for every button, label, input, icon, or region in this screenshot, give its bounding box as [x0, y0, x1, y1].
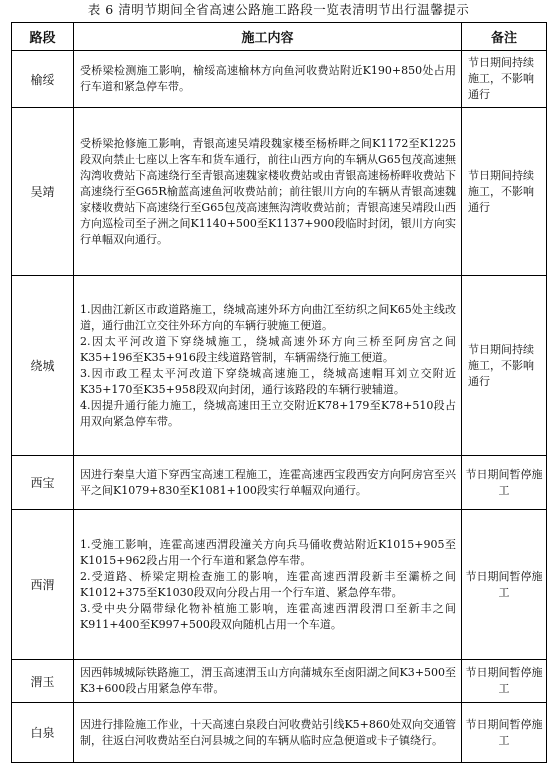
content-cell: [74, 660, 462, 703]
note-cell: 节日期间暂停施工: [462, 510, 547, 660]
table-row: [12, 456, 547, 510]
note-cell: 节日期间暂停施工: [462, 660, 547, 703]
note-cell: 节日期间持续施工，不影响通行: [462, 51, 547, 108]
table-row: [12, 108, 547, 276]
table-row: [12, 703, 547, 763]
content-paragraph: 3.因市政工程太平河改道下穿绕城高速施工，绕城高速帽耳刘立交附近K35+170至K35+958段双向封闭，通行该路段的车辆行驶辅道。: [80, 366, 456, 396]
content-paragraph: 因进行排险施工作业，十天高速白泉段白河收费站引线K5+860处双向交通管制，往返白河收费站至白河县城之间的车辆从临时应急便道或卡子镇绕行。: [80, 717, 456, 747]
note-cell: 节日期间暂停施工: [462, 703, 547, 763]
content-paragraph: 2.受道路、桥梁定期检查施工的影响，连霍高速西渭段新丰至灞桥之间K1012+375至K1030段双向分段占用一个行车道、紧急停车带。: [80, 569, 456, 599]
note-cell: 节日期间暂停施工: [462, 456, 547, 510]
header-content: 施工内容: [74, 23, 462, 51]
content-cell: [74, 456, 462, 510]
road-cell: 白泉: [12, 703, 74, 763]
table-row: [12, 510, 547, 660]
content-paragraph: 1.因曲江新区市政道路施工，绕城高速外环方向曲江至纺织之间K65处主线改道，通行曲江立交往外环方向的车辆行驶施工便道。: [80, 302, 456, 332]
content-cell: [74, 108, 462, 276]
content-paragraph: 2.因太平河改道下穿绕城施工，绕城高速外环方向三桥至阿房宫之间K35+196至K35+916段主线道路管制，车辆需绕行施工便道。: [80, 334, 456, 364]
content-paragraph: 因进行秦皇大道下穿西宝高速工程施工，连霍高速西宝段西安方向阿房宫至兴平之间K1079+830至K1081+100段实行单幅双向通行。: [80, 467, 456, 497]
content-cell: [74, 51, 462, 108]
content-paragraph: 受桥梁抢修施工影响，青银高速吴靖段魏家楼至杨桥畔之间K1172至K1225段双向禁止七座以上客车和货车通行，前往山西方向的车辆从G65包茂高速無沟湾收费站下高速绕行至青银高速魏家楼收费站或由青银高速杨桥畔收费站下高速绕行至G65R榆蓝高速鱼河收费站前；前往银川方向的车辆从青银高速魏家楼收费站下高速绕行至G65包茂高速無沟湾收费站前；青银高速吴靖段山西方向巡检司至子洲之间K1140+500至K1137+900段临时封闭，银川方向实行单幅双向通行。: [80, 136, 456, 246]
content-paragraph: 1.受施工影响，连霍高速西渭段潼关方向兵马俑收费站附近K1015+905至K1015+962段占用一个行车道和紧急停车带。: [80, 537, 456, 567]
header-road: 路段: [12, 23, 74, 51]
content-cell: [74, 276, 462, 456]
content-cell: [74, 703, 462, 763]
table-caption: 表 6 清明节期间全省高速公路施工路段一览表清明节出行温馨提示: [87, 2, 470, 17]
road-cell: 渭玉: [12, 660, 74, 703]
content-paragraph: 4.因提升通行能力施工，绕城高速田王立交附近K78+179至K78+510段占用双向紧急停车带。: [80, 398, 456, 428]
content-paragraph: 3.受中央分隔带绿化物补植施工影响，连霍高速西渭段渭口至新丰之间K911+400至K997+500段双向随机占用一个车道。: [80, 601, 456, 631]
table-row: [12, 276, 547, 456]
road-cell: 西渭: [12, 510, 74, 660]
header-note: 备注: [462, 23, 547, 51]
content-paragraph: 受桥梁检测施工影响，榆绥高速榆林方向鱼河收费站附近K190+850处占用行车道和紧急停车带。: [80, 64, 456, 93]
table-row: [12, 51, 547, 108]
construction-table: [11, 22, 547, 763]
road-cell: 榆绥: [12, 51, 74, 108]
table-row: [12, 660, 547, 703]
road-cell: 西宝: [12, 456, 74, 510]
header-row: [12, 23, 547, 51]
road-cell: 绕城: [12, 276, 74, 456]
note-cell: 节日期间持续施工，不影响通行: [462, 108, 547, 276]
road-cell: 吴靖: [12, 108, 74, 276]
content-paragraph: 因西韩城城际铁路施工，渭玉高速渭玉山方向蒲城东至卤阳湖之间K3+500至K3+600段占用紧急停车带。: [80, 666, 456, 695]
content-cell: [74, 510, 462, 660]
note-cell: 节日期间持续施工，不影响通行: [462, 276, 547, 456]
